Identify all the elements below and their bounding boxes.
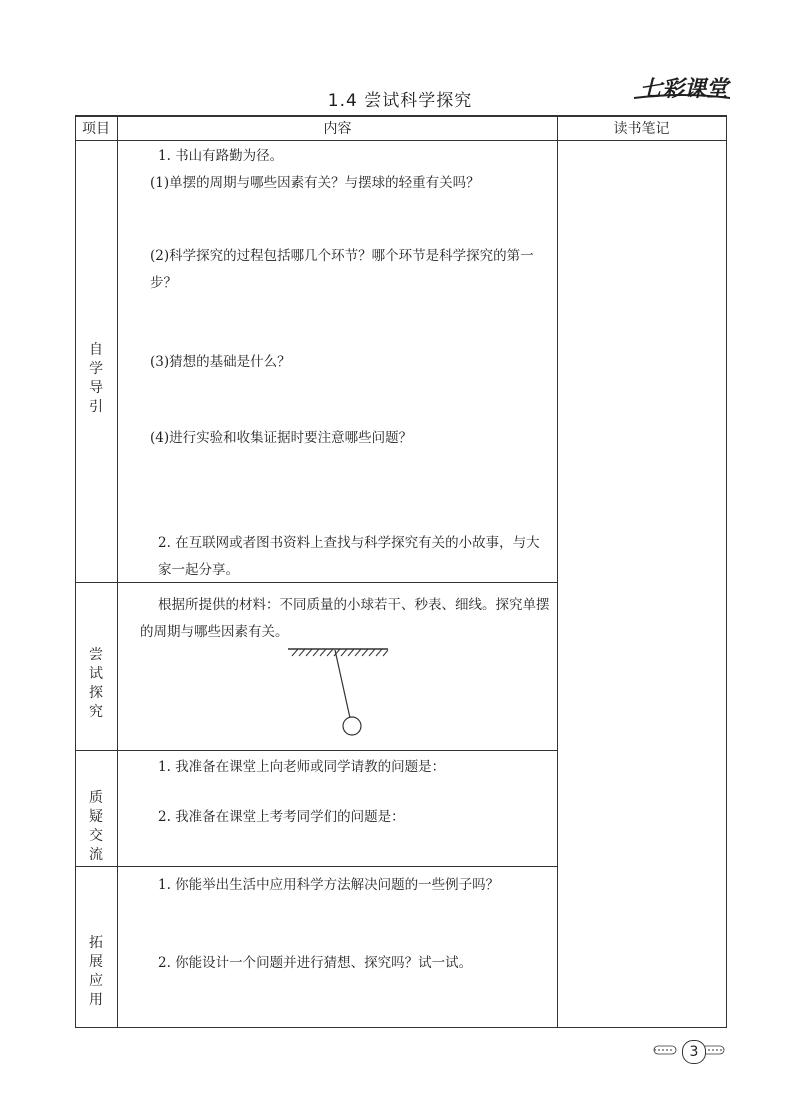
page-number: 3 [682, 1040, 706, 1064]
try-explore-text: 根据所提供的材料：不同质量的小球若干、秒表、细线。探究单摆的周期与哪些因素有关。 [140, 597, 550, 640]
extend-apply-item-2: 2. 你能设计一个问题并进行猜想、探究吗？试一试。 [158, 955, 473, 971]
row-divider-3 [75, 866, 558, 867]
table-top-border [75, 115, 726, 117]
pendulum-diagram [280, 645, 400, 740]
page-title: 1.4 尝试科学探究 [327, 91, 473, 111]
section-label-text: 自 学 导 引 [89, 342, 103, 415]
extend-apply-item-1: 1. 你能举出生活中应用科学方法解决问题的一些例子吗？ [158, 877, 500, 893]
question-exchange-item-1: 1. 我准备在课堂上向老师或同学请教的问题是： [158, 759, 446, 775]
section-label-self-study [76, 322, 116, 417]
self-study-item-1: 1. 书山有路勤为径。 [158, 148, 284, 164]
section-label-text: 质 疑 交 流 [89, 790, 103, 863]
column-header-notes: 读书笔记 [613, 121, 670, 137]
self-study-question-2: (2)科学探究的过程包括哪几个环节？哪个环节是科学探究的第一步？ [150, 248, 534, 291]
pendulum-string [335, 650, 350, 718]
column-divider-right [557, 115, 558, 1028]
column-header-content: 内容 [323, 121, 352, 137]
column-header-item: 项目 [82, 121, 110, 137]
question-exchange-item-2: 2. 我准备在课堂上考考同学们的问题是： [158, 809, 405, 825]
section-label-extend-apply [76, 915, 116, 1010]
pendulum-ball [343, 717, 361, 735]
self-study-question-4: (4)进行实验和收集证据时要注意哪些问题？ [150, 430, 413, 446]
self-study-question-3: (3)猜想的基础是什么？ [150, 354, 291, 370]
table-header-divider [75, 140, 726, 141]
column-divider-left [117, 115, 118, 1028]
section-label-question-exchange [76, 770, 116, 865]
ceiling-support [288, 649, 388, 656]
section-label-text: 拓 展 应 用 [89, 935, 103, 1008]
self-study-question-1: (1)单摆的周期与哪些因素有关？与摆球的轻重有关吗？ [150, 175, 480, 191]
row-divider-2 [75, 750, 558, 751]
section-label-text: 尝 试 探 究 [89, 647, 103, 720]
self-study-item-2: 2. 在互联网或者图书资料上查找与科学探究有关的小故事，与大家一起分享。 [158, 535, 540, 578]
brand-logo: 七彩课堂 [640, 77, 729, 102]
section-label-try-explore [76, 627, 116, 722]
